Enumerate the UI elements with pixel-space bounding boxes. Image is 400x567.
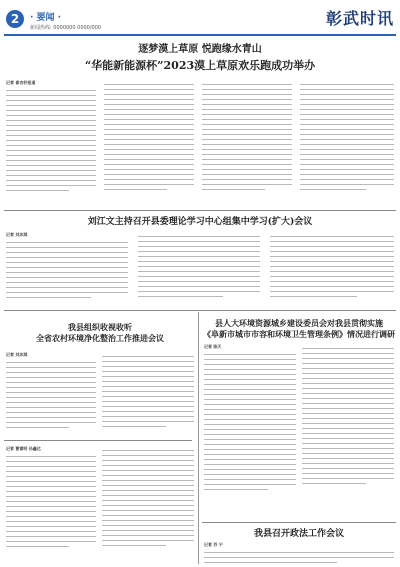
section-divider-4 — [202, 522, 396, 523]
column-divider — [198, 312, 199, 564]
story-4-byline: 记者 陈天 — [204, 344, 222, 349]
lead-text-col-4 — [300, 80, 394, 206]
issue-line: 新闻热线: 0000000 0000/000 — [30, 25, 102, 31]
story-3-headline-line-1: 我县组织收视收听 — [68, 322, 132, 332]
story-6-text-col-1 — [6, 452, 96, 562]
story-5-headline: 我县召开政法工作会议 — [253, 529, 344, 539]
section-divider-2 — [4, 310, 396, 311]
lead-headline-line-1: 逐梦漠上草原 悦跑缘水青山 — [138, 44, 262, 55]
story-2-byline: 记者 刘冰鸿 — [6, 232, 28, 237]
section-label: · 要闻 · — [30, 13, 62, 23]
story-2-headline: 刘江文主持召开县委理论学习中心组集中学习(扩大)会议 — [87, 217, 313, 227]
lead-text-col-1 — [6, 86, 96, 206]
newspaper-logo: 彰武时讯 — [325, 9, 394, 28]
story-4-headline-line-2: 《阜新市城市市容和环境卫生管理条例》情况进行调研 — [203, 329, 395, 339]
story-3-headline-line-2: 全省农村环境净化整治工作推进会议 — [36, 333, 164, 343]
lead-text-col-2 — [104, 80, 194, 206]
story-3-headline — [6, 322, 194, 344]
story-4-text-col-1 — [204, 350, 296, 520]
story-2-text-col-3 — [270, 232, 394, 306]
story-3-text-col-2 — [102, 352, 194, 436]
story-2-text-col-1 — [6, 238, 128, 306]
masthead — [4, 4, 396, 34]
story-3-byline: 记者 刘冰鸿 — [6, 352, 28, 357]
lead-byline: 记者 崔吉轩报道 — [6, 80, 36, 85]
story-4-headline — [202, 318, 396, 340]
story-6-text-col-2 — [102, 446, 194, 562]
section-divider-3 — [4, 440, 192, 441]
story-5-text — [204, 548, 394, 564]
story-2-text-col-2 — [138, 232, 260, 306]
story-6-byline: 记者 曹雷明 孙鑫达 — [6, 446, 41, 451]
lead-text-col-3 — [202, 80, 292, 206]
story-3-text-col-1 — [6, 358, 96, 436]
lead-headline — [60, 40, 340, 73]
masthead-rule — [4, 34, 396, 36]
story-4-text-col-2 — [302, 344, 394, 520]
lead-headline-line-2: “华能新能源杯”2023漠上草原欢乐跑成功举办 — [84, 59, 316, 72]
story-4-headline-line-1: 县人大环境资源城乡建设委员会对我县贯彻实施 — [215, 318, 383, 328]
page-number: 2 — [6, 10, 24, 28]
story-5-byline: 记者 苏 宁 — [204, 542, 223, 547]
section-divider-1 — [4, 210, 396, 211]
